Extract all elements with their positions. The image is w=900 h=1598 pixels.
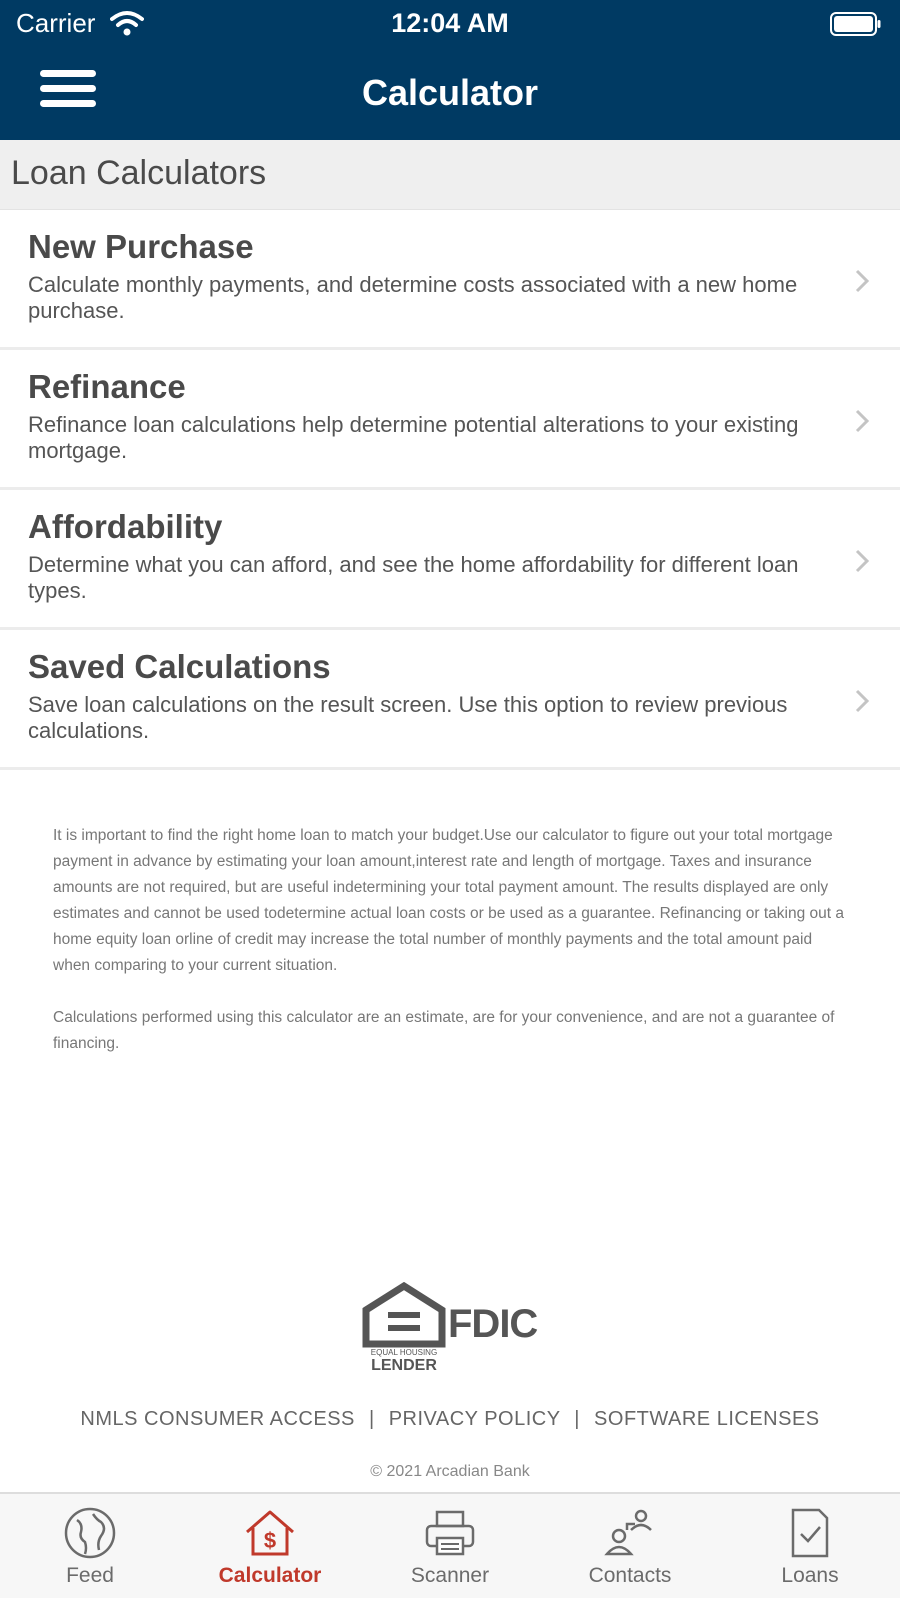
calculator-item-title: Affordability — [28, 508, 223, 545]
calculator-item-new-purchase[interactable] — [0, 210, 900, 350]
chevron-right-icon — [854, 548, 870, 574]
tab-label: Scanner — [410, 1564, 490, 1587]
nmls-consumer-access-link[interactable]: NMLS CONSUMER ACCESS — [80, 1408, 355, 1430]
calculator-item-affordability[interactable] — [0, 490, 900, 630]
tab-label: Calculator — [218, 1564, 322, 1587]
calculator-item-title: New Purchase — [28, 228, 254, 265]
section-header — [0, 140, 900, 210]
globe-icon — [63, 1506, 117, 1560]
contacts-icon — [603, 1506, 657, 1560]
svg-text:LENDER: LENDER — [371, 1357, 437, 1372]
tab-scanner[interactable] — [360, 1494, 540, 1598]
clock: 12:04 AM — [391, 8, 509, 38]
equal-housing-lender-logo — [362, 1282, 446, 1372]
footer-separator: | — [574, 1408, 580, 1430]
footer-separator: | — [368, 1408, 375, 1430]
chevron-right-icon — [854, 688, 870, 714]
copyright: © 2021 Arcadian Bank — [370, 1463, 530, 1480]
page-title: Calculator — [361, 72, 539, 113]
tab-label: Loans — [781, 1564, 839, 1587]
house-dollar-icon — [243, 1506, 297, 1560]
printer-icon — [423, 1506, 477, 1560]
disclaimer-paragraph: It is important to find the right home loan to match your budget.Use our calculator to figure out your total mortgage payment in advance by estimating your loan amount,interest rate and length of mortgage. Taxes and insurance amounts are not required, but are useful indetermining your total payment amount. The results displayed are only estimates and cannot be used todetermine actual loan costs or be used as a guarantee. Refinancing or taking out a home equity loan orline of credit may increase the total number of monthly payments and the total amount paid when comparing to your current situation. — [53, 827, 845, 974]
disclaimer-paragraph: Calculations performed using this calculator are an estimate, are for your convenience, and are not a guarantee of financing. — [53, 1009, 835, 1052]
svg-text:EQUAL HOUSING: EQUAL HOUSING — [370, 1348, 438, 1357]
tab-feed[interactable] — [0, 1494, 180, 1598]
calculator-item-description: Save loan calculations on the result screen. Use this option to review previous calculations. — [28, 692, 788, 743]
document-check-icon — [783, 1506, 837, 1560]
calculator-item-description: Determine what you can afford, and see the home affordability for different loan types. — [28, 552, 799, 603]
tab-contacts[interactable] — [540, 1494, 720, 1598]
tab-label: Feed — [66, 1564, 114, 1587]
disclaimer — [53, 823, 853, 1083]
calculator-list — [0, 210, 900, 770]
top-header — [0, 0, 900, 140]
tab-loans[interactable] — [720, 1494, 900, 1598]
svg-text:$: $ — [263, 1528, 277, 1553]
chevron-right-icon — [854, 268, 870, 294]
calculator-item-description: Calculate monthly payments, and determine costs associated with a new home purchase. — [28, 272, 798, 323]
calculator-item-title: Refinance — [28, 368, 186, 405]
calculator-item-description: Refinance loan calculations help determine potential alterations to your existing mortgage. — [28, 412, 799, 463]
calculator-item-title: Saved Calculations — [28, 648, 331, 685]
tab-label: Contacts — [588, 1564, 672, 1587]
status-bar — [0, 0, 900, 50]
carrier-label: Carrier — [16, 8, 96, 38]
section-title: Loan Calculators — [11, 154, 267, 192]
calculator-item-refinance[interactable] — [0, 350, 900, 490]
footer-links — [0, 1408, 900, 1431]
battery-icon — [830, 12, 882, 36]
calculator-item-saved-calculations[interactable] — [0, 630, 900, 770]
chevron-right-icon — [854, 408, 870, 434]
privacy-policy-link[interactable]: PRIVACY POLICY — [388, 1408, 561, 1430]
fdic-logo: FDIC — [448, 1302, 538, 1346]
tab-bar — [0, 1492, 900, 1598]
software-licenses-link[interactable]: SOFTWARE LICENSES — [594, 1408, 820, 1430]
tab-calculator[interactable] — [180, 1494, 360, 1598]
